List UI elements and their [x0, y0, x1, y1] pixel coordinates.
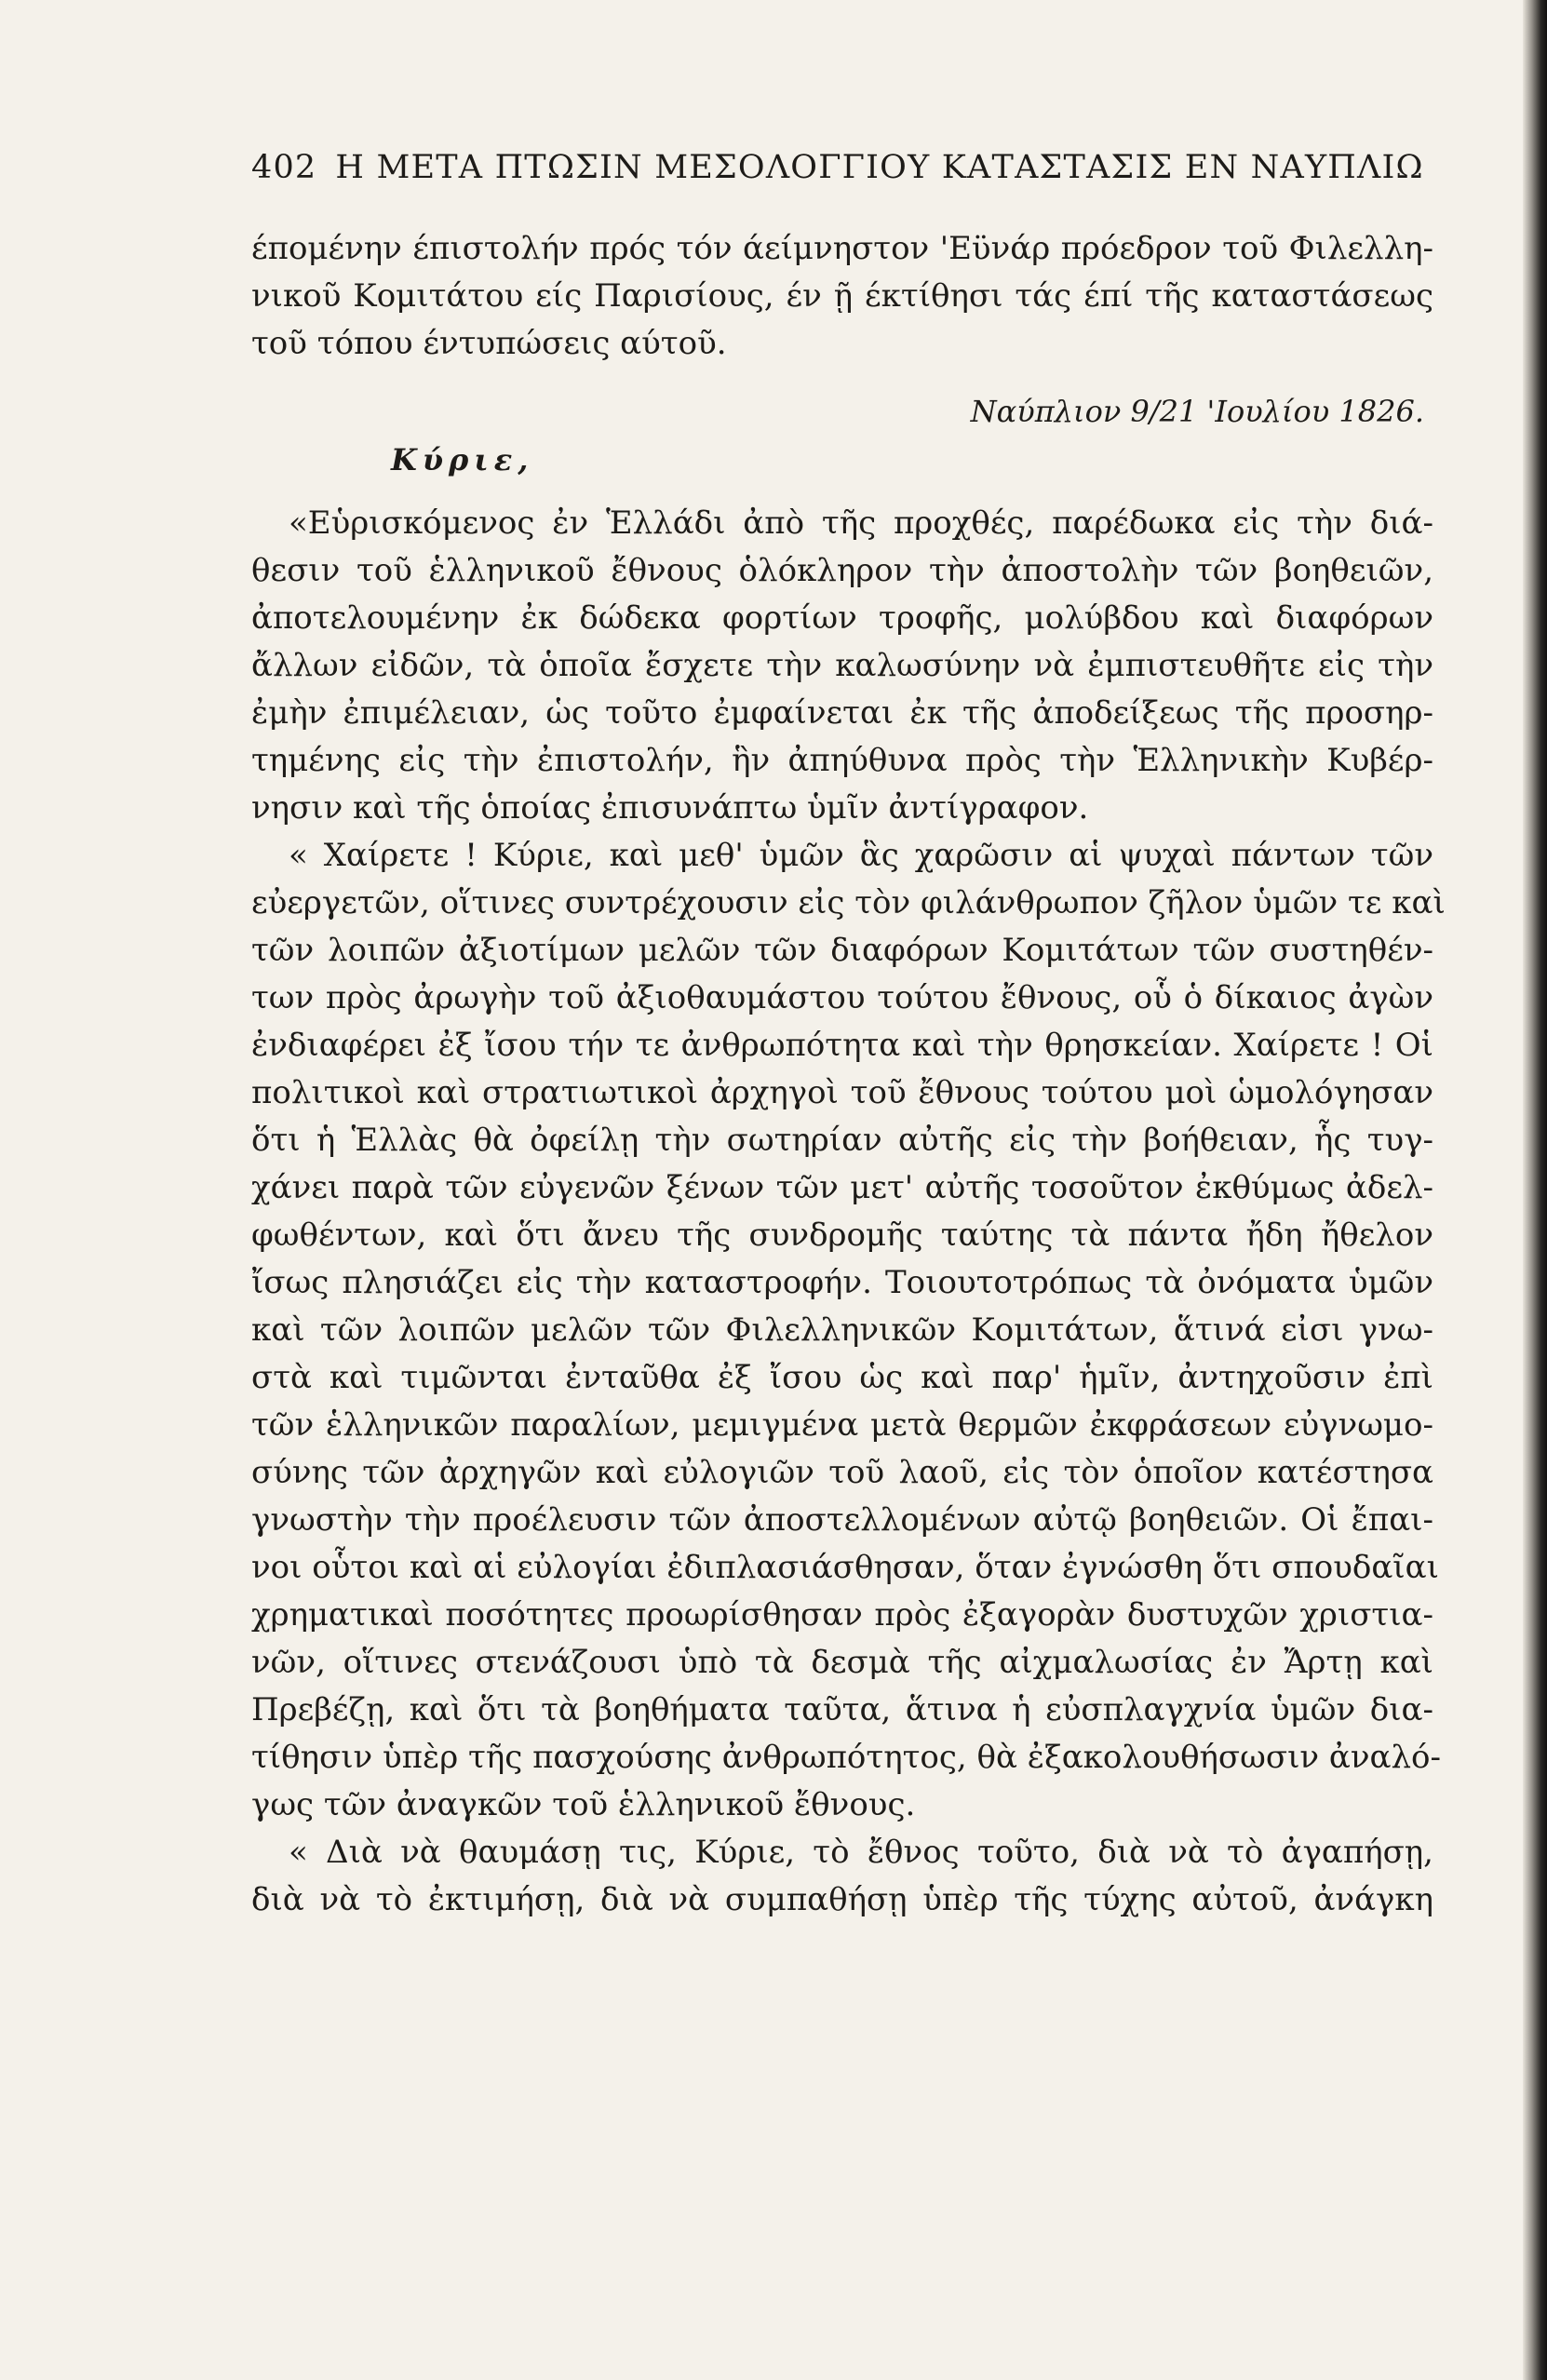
text-line: Πρεβέζῃ, καὶ ὅτι τὰ βοηθήματα ταῦτα, ἅτινα ἡ εὐσπλαγχνία ὑμῶν δια- [251, 1691, 1433, 1728]
page-header [251, 149, 1433, 186]
text-line: εὐεργετῶν, οἵτινες συντρέχουσιν εἰς τὸν φιλάνθρωπον ζῆλον ὑμῶν τε καὶ [251, 884, 1446, 921]
text-line: έπομένην έπιστολήν πρός τόν άείμνηστον 'Εϋνάρ πρόεδρον τοῦ Φιλελλη- [251, 230, 1433, 267]
text-line: πολιτικοὶ καὶ στρατιωτικοὶ ἀρχηγοὶ τοῦ ἔθνους τούτου μοὶ ὡμολόγησαν [251, 1074, 1433, 1111]
text-line: ἴσως πλησιάζει εἰς τὴν καταστροφήν. Τοιουτοτρόπως τὰ ὀνόματα ὑμῶν [251, 1264, 1433, 1301]
text-line: νοι οὗτοι καὶ αἱ εὐλογίαι ἐδιπλασιάσθησαν, ὅταν ἐγνώσθη ὅτι σπουδαῖαι [251, 1549, 1439, 1586]
text-line: σύνης τῶν ἀρχηγῶν καὶ εὐλογιῶν τοῦ λαοῦ, εἰς τὸν ὁποῖον κατέστησα [251, 1454, 1433, 1491]
text-line: θεσιν τοῦ ἑλληνικοῦ ἔθνους ὁλόκληρον τὴν ἀποστολὴν τῶν βοηθειῶν, [251, 552, 1433, 589]
text-line: καὶ τῶν λοιπῶν μελῶν τῶν Φιλελληνικῶν Κομιτάτων, ἅτινά εἰσι γνω- [251, 1311, 1433, 1349]
text-line: φωθέντων, καὶ ὅτι ἄνευ τῆς συνδρομῆς ταύτης τὰ πάντα ἤδη ἤθελον [251, 1217, 1433, 1254]
text-line: « Διὰ νὰ θαυμάσῃ τις, Κύριε, τὸ ἔθνος τοῦτο, διὰ νὰ τὸ ἀγαπήσῃ, [289, 1834, 1433, 1871]
intro-paragraph [251, 225, 1433, 368]
text-line: ἐμὴν ἐπιμέλειαν, ὡς τοῦτο ἐμφαίνεται ἐκ τῆς ἀποδείξεως τῆς προσηρ- [251, 694, 1433, 732]
text-line: ἄλλων εἰδῶν, τὰ ὁποῖα ἔσχετε τὴν καλωσύνην νὰ ἐμπιστευθῆτε εἰς τὴν [251, 647, 1433, 684]
text-line: νησιν καὶ τῆς ὁποίας ἐπισυνάπτω ὑμῖν ἀντίγραφον. [251, 789, 1089, 827]
letter-body [251, 500, 1446, 1924]
text-line: γνωστὴν τὴν προέλευσιν τῶν ἀποστελλομένων αὐτῷ βοηθειῶν. Οἱ ἔπαι- [251, 1501, 1433, 1539]
text-line: τημένης εἰς τὴν ἐπιστολήν, ἣν ἀπηύθυνα πρὸς τὴν Ἑλληνικὴν Κυβέρ- [251, 742, 1433, 779]
text-line: « Χαίρετε ! Κύριε, καὶ μεθ' ὑμῶν ἃς χαρῶσιν αἱ ψυχαὶ πάντων τῶν [289, 837, 1433, 874]
text-line: «Εὑρισκόμενος ἐν Ἑλλάδι ἀπὸ τῆς προχθές, παρέδωκα εἰς τὴν διά- [289, 504, 1433, 542]
text-line: νικοῦ Κομιτάτου είς Παρισίους, έν ῇ έκτίθησι τάς έπί τῆς καταστάσεως [251, 277, 1433, 315]
text-line: ἐνδιαφέρει ἐξ ἴσου τήν τε ἀνθρωπότητα καὶ τὴν θρησκείαν. Χαίρετε ! Οἱ [251, 1027, 1433, 1064]
text-line: διὰ νὰ τὸ ἐκτιμήσῃ, διὰ νὰ συμπαθήσῃ ὑπὲρ τῆς τύχης αὐτοῦ, ἀνάγκη [251, 1881, 1433, 1918]
text-line: χρηματικαὶ ποσότητες προωρίσθησαν πρὸς ἐξαγορὰν δυστυχῶν χριστια- [251, 1596, 1433, 1634]
text-line: νῶν, οἵτινες στενάζουσι ὑπὸ τὰ δεσμὰ τῆς αἰχμαλωσίας ἐν Ἄρτῃ καὶ [251, 1644, 1433, 1681]
dateline: Ναύπλιον 9/21 'Ιουλίου 1826. [970, 394, 1424, 429]
running-head: Η ΜΕΤΑ ΠΤΩΣΙΝ ΜΕΣΟΛΟΓΓΙΟΥ ΚΑΤΑΣΤΑΣΙΣ ΕΝ ΝΑΥΠΛΙΩ [335, 149, 1424, 186]
text-line: ἀποτελουμένην ἐκ δώδεκα φορτίων τροφῆς, μολύβδου καὶ διαφόρων [251, 599, 1433, 637]
text-line: των πρὸς ἀρωγὴν τοῦ ἀξιοθαυμάστου τούτου ἔθνους, οὗ ὁ δίκαιος ἀγὼν [251, 979, 1433, 1016]
salutation: Κύριε, [391, 442, 534, 477]
text-line: τίθησιν ὑπὲρ τῆς πασχούσης ἀνθρωπότητος, θὰ ἐξακολουθήσωσιν ἀναλό- [251, 1739, 1441, 1776]
text-line: τῶν ἑλληνικῶν παραλίων, μεμιγμένα μετὰ θερμῶν ἐκφράσεων εὐγνωμο- [251, 1406, 1433, 1444]
letter-heading [251, 388, 1433, 491]
text-line: στὰ καὶ τιμῶνται ἐνταῦθα ἐξ ἴσου ὡς καὶ παρ' ἡμῖν, ἀντηχοῦσιν ἐπὶ [251, 1359, 1433, 1396]
text-line: τοῦ τόπου έντυπώσεις αύτοῦ. [251, 325, 727, 362]
text-line: χάνει παρὰ τῶν εὐγενῶν ξένων τῶν μετ' αὐτῆς τοσοῦτον ἐκθύμως ἀδελ- [251, 1169, 1433, 1206]
text-line: γως τῶν ἀναγκῶν τοῦ ἑλληνικοῦ ἔθνους. [251, 1786, 916, 1823]
text-line: ὅτι ἡ Ἑλλὰς θὰ ὀφείλῃ τὴν σωτηρίαν αὐτῆς εἰς τὴν βοήθειαν, ἧς τυγ- [251, 1122, 1433, 1159]
page-number: 402 [251, 149, 317, 186]
text-line: τῶν λοιπῶν ἀξιοτίμων μελῶν τῶν διαφόρων Κομιτάτων τῶν συστηθέν- [251, 932, 1433, 969]
book-spine-shadow [1523, 0, 1547, 2380]
document-page [251, 149, 1446, 1924]
